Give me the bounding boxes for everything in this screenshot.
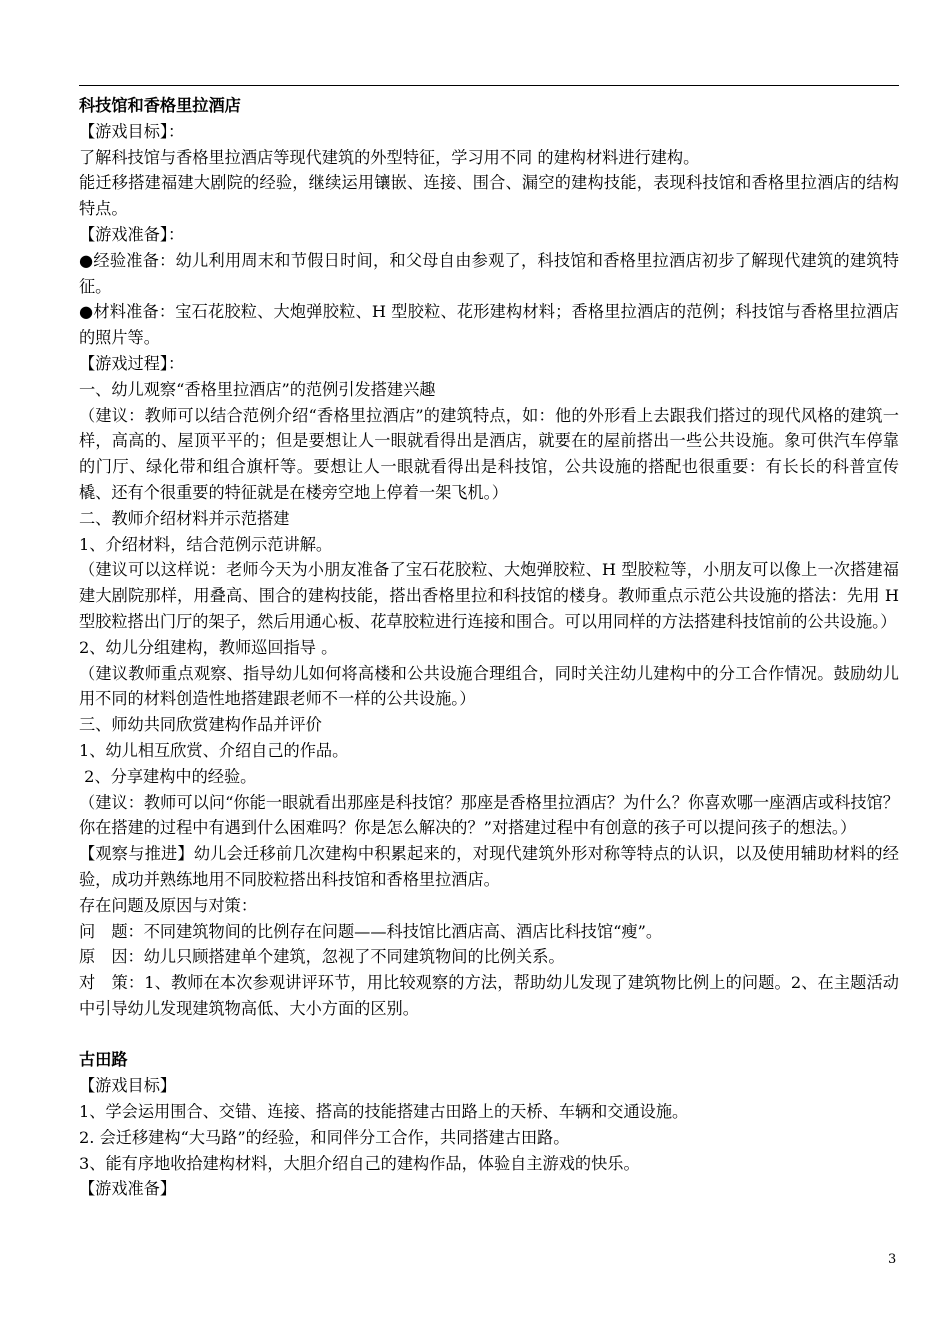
paragraph: 存在问题及原因与对策： [79,895,258,915]
paragraph: （建议：教师可以问“你能一眼就看出那座是科技馆？那座是香格里拉酒店？为什么？你喜欢哪一座酒店或科技馆？你在搭建的过程中有遇到什么困难吗？你是怎么解决的？”对搭建过程中有创意的孩子可以提问孩子的想法。） [79,792,899,838]
paragraph: 1、学会运用围合、交错、连接、搭高的技能搭建古田路上的天桥、车辆和交通设施。 [79,1102,689,1122]
paragraph: 1、幼儿相互欣赏、介绍自己的作品。 [79,740,349,760]
section-title: 古田路 [79,1050,128,1070]
paragraph: 【游戏目标】： [79,121,185,141]
paragraph: 1、介绍材料，结合范例示范讲解。 [79,534,333,554]
section-title: 科技馆和香格里拉酒店 [79,96,241,115]
paragraph: 了解科技馆与香格里拉酒店等现代建筑的外型特征，学习用不同 的建构材料进行建构。 [79,147,700,167]
paragraph: 问 题：不同建筑物间的比例存在问题——科技馆比酒店高、酒店比科技馆“瘦”。 [79,921,663,941]
paragraph: ●材料准备：宝石花胶粒、大炮弹胶粒、H 型胶粒、花形建构材料；香格里拉酒店的范例；科技馆与香格里拉酒店的照片等。 [79,302,899,348]
paragraph: 三、师幼共同欣赏建构作品并评价 [79,715,322,735]
paragraph: 对 策：1、教师在本次参观讲评环节，用比较观察的方法，帮助幼儿发现了建筑物比例上的问题。2、在主题活动中引导幼儿发现建筑物高低、大小方面的区别。 [79,973,899,1018]
paragraph: 2、分享建构中的经验。 [79,766,257,786]
document-body [79,93,899,1202]
paragraph: 2、幼儿分组建构，教师巡回指导 。 [79,637,338,657]
paragraph: （建议可以这样说：老师今天为小朋友准备了宝石花胶粒、大炮弹胶粒、H 型胶粒等，小朋友可以像上一次搭建福建大剧院那样，用叠高、围合的建构技能，搭出香格里拉和科技馆的楼身。教师重点示范公共设施的搭法：先用 H 型胶粒搭出门厅的架子，然后用通心板、花草胶粒进行连接和围合。可以用同样的方法搭建科技馆前的公共设施。） [79,560,899,631]
paragraph: 2. 会迁移建构“大马路”的经验，和同伴分工合作，共同搭建古田路。 [79,1127,570,1147]
paragraph: 二、教师介绍材料并示范搭建 [79,508,290,528]
paragraph: 能迁移搭建福建大剧院的经验，继续运用镶嵌、连接、围合、漏空的建构技能，表现科技馆和香格里拉酒店的结构特点。 [79,173,899,219]
paragraph: 【观察与推进】幼儿会迁移前几次建构中积累起来的，对现代建筑外形对称等特点的认识，以及使用辅助材料的经验，成功并熟练地用不同胶粒搭出科技馆和香格里拉酒店。 [79,844,899,889]
paragraph: 【游戏准备】 [79,1179,177,1199]
paragraph: 【游戏目标】 [79,1076,177,1096]
paragraph: 一、幼儿观察“香格里拉酒店”的范例引发搭建兴趣 [79,379,436,399]
paragraph: 原 因：幼儿只顾搭建单个建筑，忽视了不同建筑物间的比例关系。 [79,947,565,967]
paragraph: 【游戏过程】： [79,353,185,373]
paragraph: ●经验准备：幼儿利用周末和节假日时间，和父母自由参观了，科技馆和香格里拉酒店初步了解现代建筑的建筑特征。 [79,250,899,296]
spacer [79,1022,899,1048]
page-number: 3 [888,1252,897,1267]
header-rule [79,85,899,86]
paragraph: 3、能有序地收拾建构材料，大胆介绍自己的建构作品，体验自主游戏的快乐。 [79,1153,640,1173]
paragraph: （建议教师重点观察、指导幼儿如何将高楼和公共设施合理组合，同时关注幼儿建构中的分工合作情况。鼓励幼儿用不同的材料创造性地搭建跟老师不一样的公共设施。） [79,663,899,709]
paragraph: （建议：教师可以结合范例介绍“香格里拉酒店”的建筑特点，如：他的外形看上去跟我们搭过的现代风格的建筑一样，高高的、屋顶平平的；但是要想让人一眼就看得出是酒店，就要在的屋前搭出一些公共设施。象可供汽车停靠的门厅、绿化带和组合旗杆等。要想让人一眼就看得出是科技馆，公共设施的搭配也很重要：有长长的科普宣传橇、还有个很重要的特征就是在楼旁空地上停着一架飞机。） [79,405,899,502]
paragraph: 【游戏准备】： [79,224,185,244]
